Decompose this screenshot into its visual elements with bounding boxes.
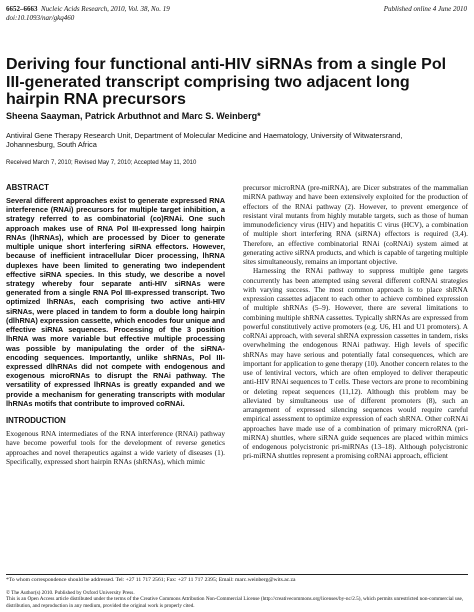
published-date: Published online 4 June 2010 bbox=[383, 5, 467, 13]
intro-paragraph-2: Harnessing the RNAi pathway to suppress multiple gene targets concurrently has been attempted using several different coRNAi strategies with varying success. The most common approach is to place shRNA expression cassettes adjacent to each other to achieve combined expression of multiple shRNAs (5–9). However, there are several limitations to combining multiple shRNA cassettes. Typically shRNAs are expressed from powerful constitutively active promoters (e.g. U6, H1 and U1 promoters). A coRNAi approach, with several shRNA expression cassettes in tandem, risks overwhelming the endogenous RNAi pathway. High levels of specific shRNAs may have serious and potentially fatal consequences, which are important for application to gene therapy (10). Another concern relates to the use of lentiviral vectors, which are often employed to deliver therapeutic anti-HIV RNAi sequences to T cells. These vectors are prone to recombining or deleting repeat sequences (11,12). Although this problem may be alleviated by simultaneous use of different promoters (8), such an arrangement of expressed silencing sequences would require careful empirical assessment to optimize expression of each shRNA. Other coRNAi approaches have made use of a combination of primary microRNA (pri-miRNA) shuttles, where siRNA guide sequences are placed within mimics of endogenous polycistronic pri-miRNAs (13–18). Although polycistronic pri-miRNA shuttles represent a promising coRNAi approach, efficient bbox=[243, 266, 468, 461]
affiliation: Antiviral Gene Therapy Research Unit, Department of Molecular Medicine and Haematology, University of Witwatersrand, Johannesburg, South Africa bbox=[6, 131, 403, 150]
intro-paragraph-1: precursor microRNA (pre-miRNA), are Dicer substrates of the mammalian miRNA pathway and have been extensively exploited for the production of effectors of the RNAi pathway (2). However, to prevent emergence of resistant viral mutants from highly mutable targets, such as those of human immunodeficiency virus (HIV) and hepatitis C virus (HCV), a combination of multiple short interfering RNA (siRNA) effectors is required (3,4). Therefore, an effective combinatorial RNAi (coRNAi) system aimed at generating active siRNA products, and which is capable of targeting multiple sites simultaneously, remains an important objective. bbox=[243, 183, 468, 266]
page-range: 6652–6663 bbox=[6, 5, 38, 13]
license-text: This is an Open Access article distributed under the terms of the Creative Commons Attribution Non-Commercial License (http://creativecommons.org/licenses/by-nc/2.5), which permits unrestricted non-commercial use, distribution, and reproduction in any medium, provided the original work is properly cited. bbox=[6, 596, 464, 609]
abstract-heading: ABSTRACT bbox=[6, 183, 49, 192]
copyright-notice bbox=[6, 590, 468, 609]
footnote-divider bbox=[6, 574, 468, 575]
journal-citation: Nucleic Acids Research, 2010, Vol. 38, No. 19 bbox=[41, 5, 170, 13]
correspondence-footnote: *To whom correspondence should be addressed. Tel: +27 11 717 2561; Fax: +27 11 717 2395; Email: marc.weinberg@wits.ac.za bbox=[6, 577, 296, 583]
authors: Sheena Saayman, Patrick Arbuthnot and Marc S. Weinberg* bbox=[6, 111, 261, 121]
received-dates: Received March 7, 2010; Revised May 7, 2010; Accepted May 11, 2010 bbox=[6, 160, 197, 166]
left-column bbox=[6, 183, 225, 466]
introduction-heading: INTRODUCTION bbox=[6, 416, 66, 426]
copyright-line: © The Author(s) 2010. Published by Oxford University Press. bbox=[6, 590, 135, 596]
paper-title: Deriving four functional anti-HIV siRNAs from a single Pol III-generated transcript comprising two adjacent long hairpin RNA precursors bbox=[6, 56, 447, 108]
introduction-text: Exogenous RNA intermediates of the RNA interference (RNAi) pathway have become powerful tools for the development of reverse genetics approaches and novel therapeutics against a wide variety of diseases (1). Specifically, expressed short hairpin RNAs (shRNAs), which mimic bbox=[6, 429, 225, 466]
abstract-text: Several different approaches exist to generate expressed RNA interference (RNAi) precursors for multiple target inhibition, a strategy referred to as combinatorial (co)RNAi. One such approach makes use of RNA Pol III-expressed long hairpin RNAs (lhRNAs), which are processed by Dicer to generate multiple unique short interfering siRNA effectors. However, because of inefficient intracellular Dicer processing, lhRNA duplexes have been limited to generating two independent effective siRNA species. In this study, we describe a novel strategy whereby four separate anti-HIV siRNAs were generated from a single RNA Pol III-expressed transcript. Two optimized lhRNAs, each comprising two active anti-HIV siRNAs, were placed in tandem to form a double long hairpin (dlhRNA) expression cassette, which encodes four unique and effective siRNA sequences. Processing of the 3 position lhRNA was more variable but effective multiple processing was possible by manipulating the order of the siRNA-encoding sequences. Importantly, unlike shRNAs, Pol III-expressed dlhRNAs did not compete with endogenous and exogenous microRNAs to disrupt the RNAi pathway. The versatility of expressed lhRNAs is greatly expanded and we provide a mechanism for generating transcripts with modular lhRNAs motifs that contribute to improved coRNAi. bbox=[6, 196, 225, 408]
doi: doi:10.1093/nar/gkq460 bbox=[6, 14, 75, 22]
running-header bbox=[6, 5, 170, 23]
right-column bbox=[243, 183, 468, 461]
